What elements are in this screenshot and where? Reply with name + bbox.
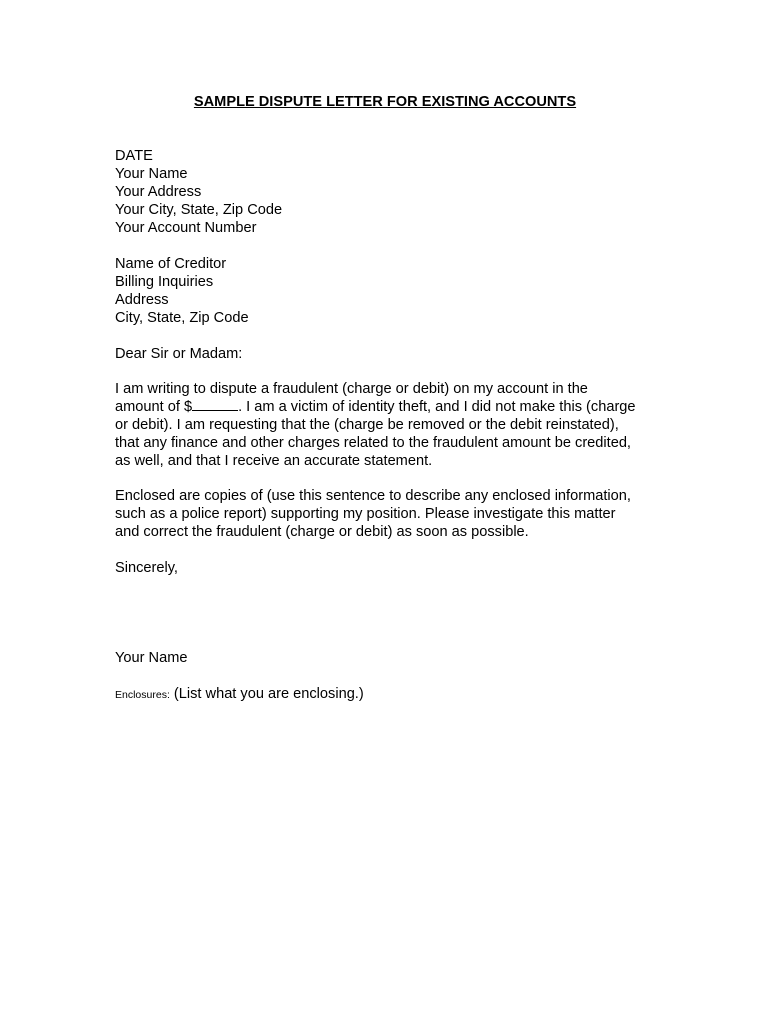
enclosures-line xyxy=(115,685,364,704)
sender-city: Your City, State, Zip Code xyxy=(115,202,283,218)
enclosures-label: Enclosures: xyxy=(115,689,170,701)
paragraph1-line xyxy=(115,398,636,416)
signature-name: Your Name xyxy=(115,650,188,666)
amount-blank xyxy=(192,398,238,411)
paragraph2-line: such as a police report) supporting my position. Please investigate this matter xyxy=(115,506,616,522)
sender-address: Your Address xyxy=(115,184,202,200)
paragraph2-line: Enclosed are copies of (use this sentence to describe any enclosed information, xyxy=(115,488,631,504)
recipient-dept: Billing Inquiries xyxy=(115,274,214,290)
sender-name: Your Name xyxy=(115,166,188,182)
paragraph1-text: . I am a victim of identity theft, and I did not make this (charge xyxy=(238,399,636,415)
recipient-name: Name of Creditor xyxy=(115,256,227,272)
date-line: DATE xyxy=(115,148,153,164)
recipient-address: Address xyxy=(115,292,169,308)
recipient-city: City, State, Zip Code xyxy=(115,310,249,326)
amount-label: amount of $ xyxy=(115,399,193,415)
paragraph2-line: and correct the fraudulent (charge or debit) as soon as possible. xyxy=(115,524,529,540)
paragraph1-line: that any finance and other charges related to the fraudulent amount be credited, xyxy=(115,435,631,451)
paragraph1-line: as well, and that I receive an accurate statement. xyxy=(115,453,433,469)
paragraph1-line: I am writing to dispute a fraudulent (charge or debit) on my account in the xyxy=(115,381,588,397)
salutation: Dear Sir or Madam: xyxy=(115,346,243,362)
letter-title: SAMPLE DISPUTE LETTER FOR EXISTING ACCOUNTS xyxy=(193,94,577,110)
paragraph1-line: or debit). I am requesting that the (charge be removed or the debit reinstated), xyxy=(115,417,619,433)
enclosures-text: (List what you are enclosing.) xyxy=(169,686,364,702)
closing: Sincerely, xyxy=(115,560,178,576)
sender-account: Your Account Number xyxy=(115,220,257,236)
